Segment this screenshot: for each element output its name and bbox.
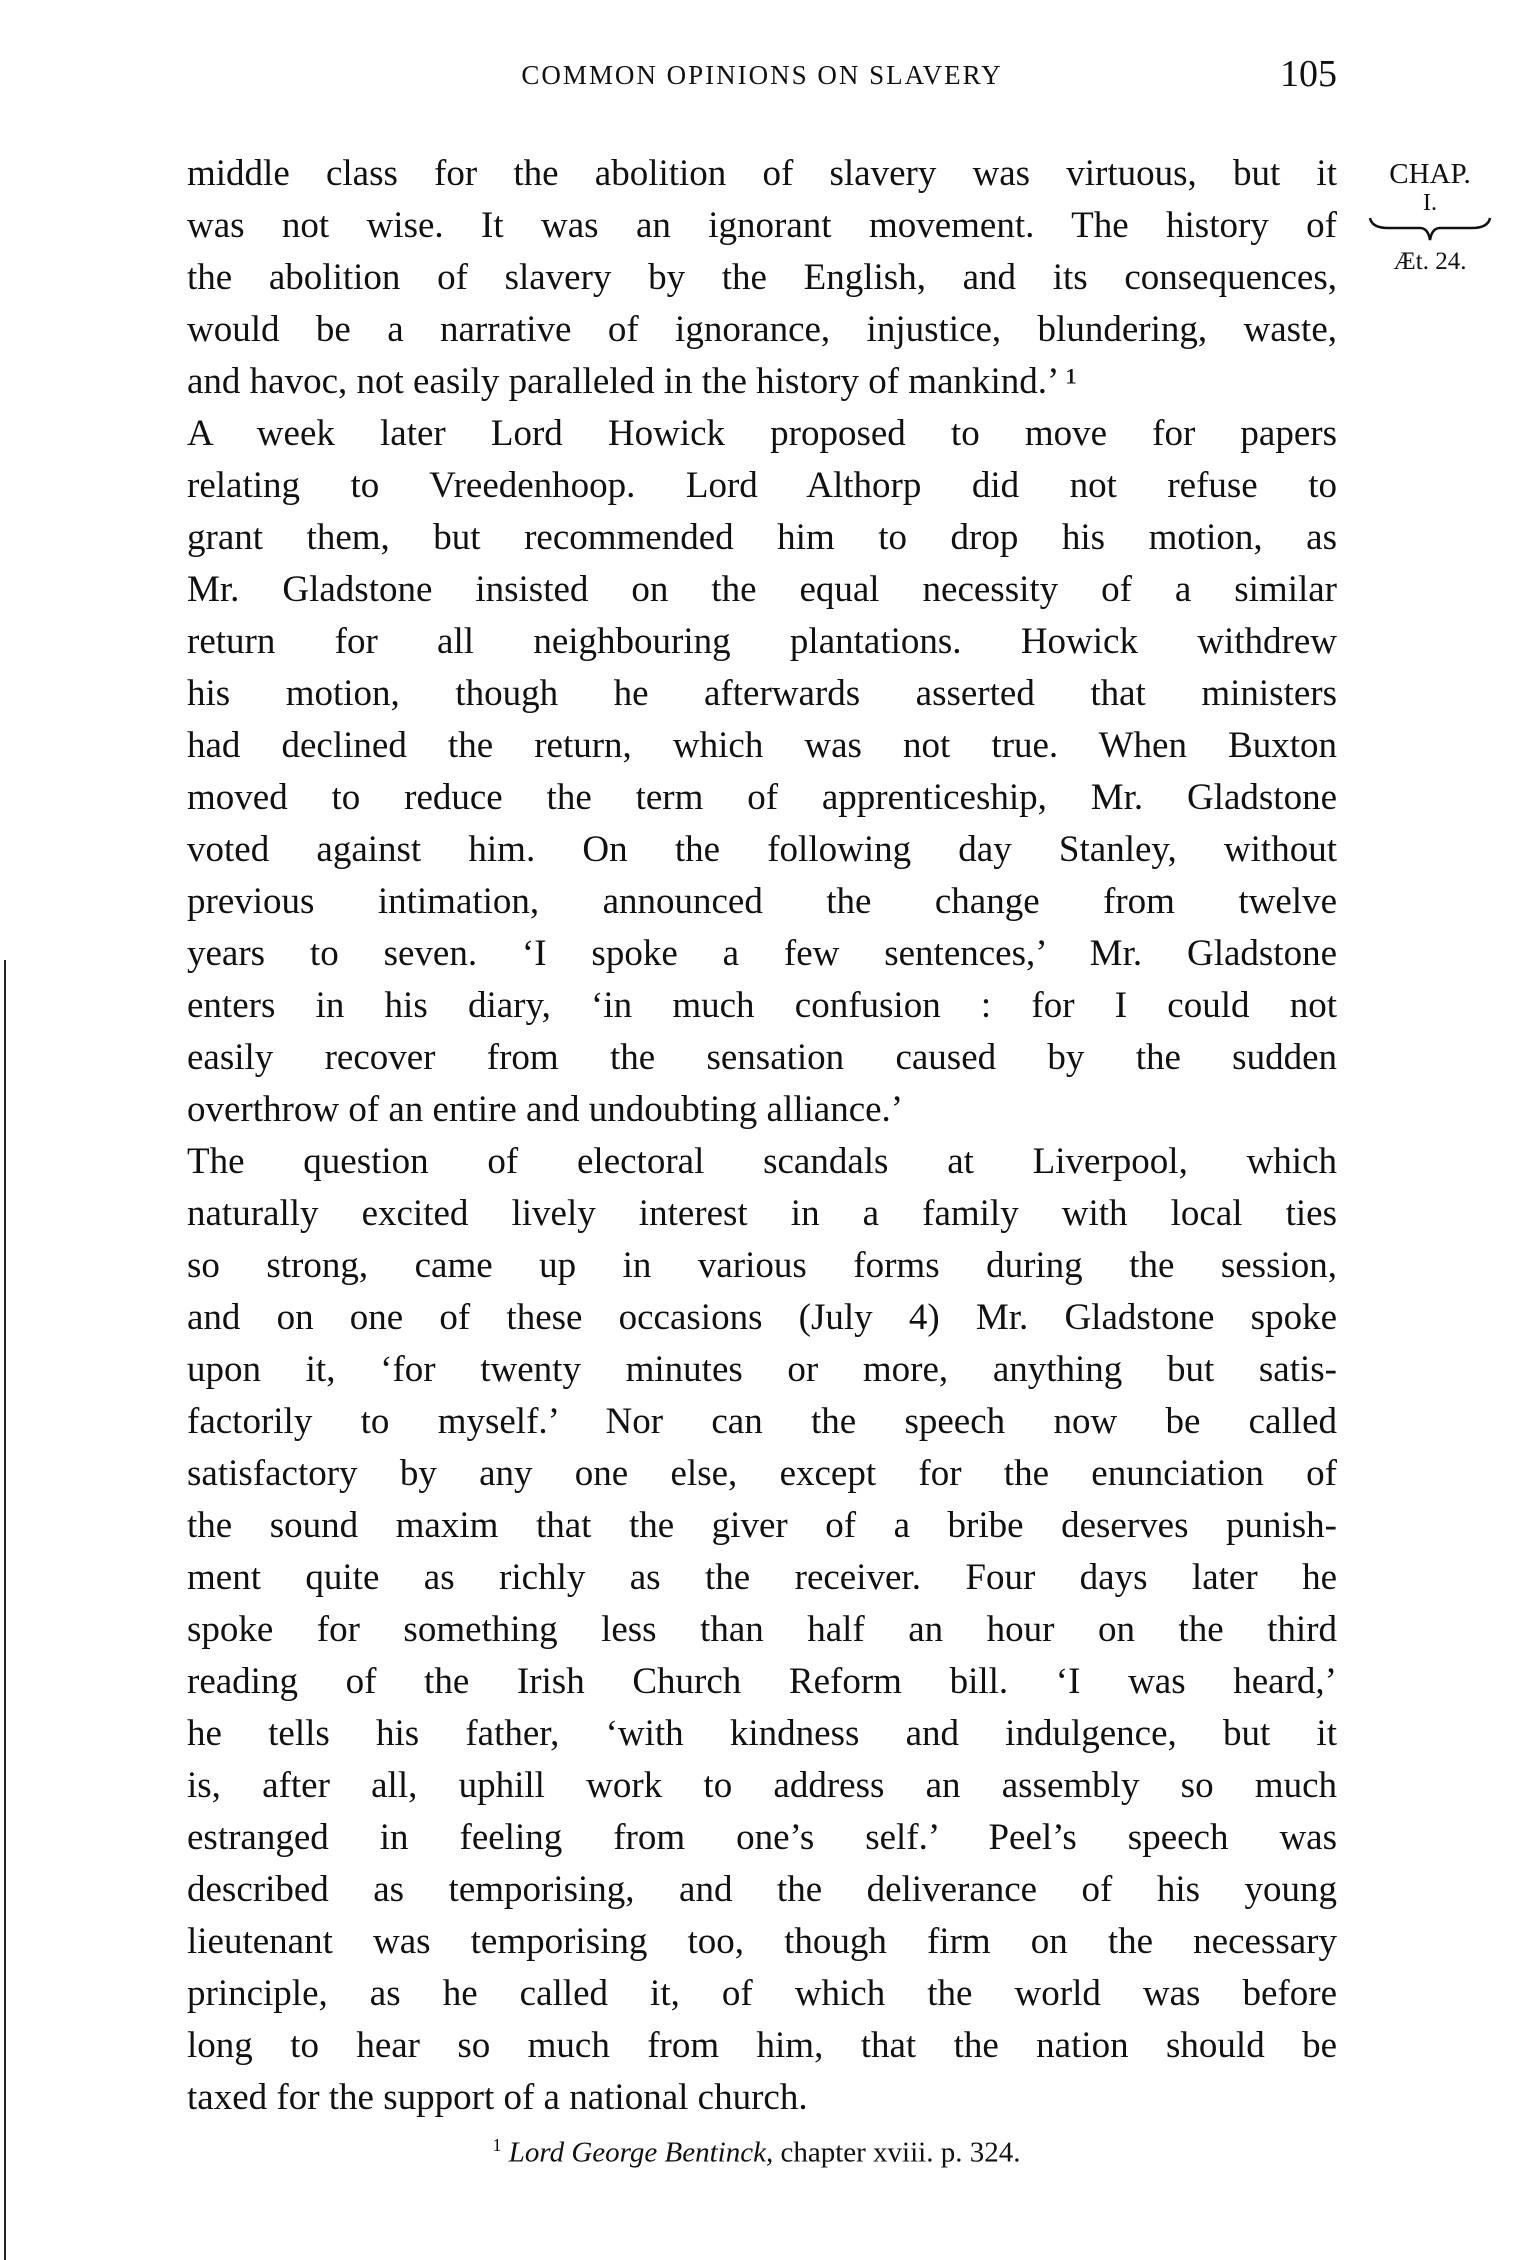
page-edge	[4, 960, 6, 2260]
footnote-marker: 1	[492, 2135, 502, 2155]
brace-icon	[1368, 214, 1492, 244]
text-line: lieutenant was temporising too, though firm on the necessary	[187, 1921, 1337, 1962]
text-line: he tells his father, ‘with kindness and indulgence, but it	[187, 1713, 1337, 1754]
text-line: was not wise. It was an ignorant movement. The history of	[187, 205, 1337, 246]
text-line: his motion, though he afterwards asserted that ministers	[187, 673, 1337, 714]
page-number: 105	[1280, 53, 1337, 95]
text-line: A week later Lord Howick proposed to move for papers	[187, 413, 1337, 454]
text-line: Mr. Gladstone insisted on the equal necessity of a similar	[187, 569, 1337, 610]
text-line: estranged in feeling from one’s self.’ Peel’s speech was	[187, 1817, 1337, 1858]
text-line: moved to reduce the term of apprenticeship, Mr. Gladstone	[187, 777, 1337, 818]
page-header	[187, 52, 1337, 102]
text-line: grant them, but recommended him to drop his motion, as	[187, 517, 1337, 558]
text-line: long to hear so much from him, that the nation should be	[187, 2025, 1337, 2066]
footnote-title: Lord George Bentinck,	[508, 2136, 774, 2169]
text-line: relating to Vreedenhoop. Lord Althorp did not refuse to	[187, 465, 1337, 506]
text-line: middle class for the abolition of slavery was virtuous, but it	[187, 153, 1337, 194]
text-line: voted against him. On the following day Stanley, without	[187, 829, 1337, 870]
text-line: principle, as he called it, of which the world was before	[187, 1973, 1337, 2014]
footnote-reference: chapter xviii. p. 324.	[773, 2136, 1021, 2169]
text-line: enters in his diary, ‘in much confusion : for I could not	[187, 985, 1337, 1026]
chapter-number: I.	[1423, 190, 1437, 216]
text-line: satisfactory by any one else, except for the enunciation of	[187, 1453, 1337, 1494]
margin-note	[1355, 148, 1505, 276]
chapter-label: CHAP.	[1389, 158, 1471, 190]
text-line: overthrow of an entire and undoubting alliance.’	[187, 1089, 904, 1130]
footnote	[0, 2135, 1513, 2170]
text-line: would be a narrative of ignorance, injustice, blundering, waste,	[187, 309, 1337, 350]
text-line: factorily to myself.’ Nor can the speech now be called	[187, 1401, 1337, 1442]
text-line: so strong, came up in various forms during the session,	[187, 1245, 1337, 1286]
age-note: Æt. 24.	[1393, 248, 1467, 275]
text-line: upon it, ‘for twenty minutes or more, anything but satis-	[187, 1349, 1337, 1390]
text-line: and on one of these occasions (July 4) Mr. Gladstone spoke	[187, 1297, 1337, 1338]
text-line: had declined the return, which was not true. When Buxton	[187, 725, 1337, 766]
running-title: COMMON OPINIONS ON SLAVERY	[521, 60, 1003, 90]
body-text	[187, 148, 1337, 2124]
text-line: naturally excited lively interest in a family with local ties	[187, 1193, 1337, 1234]
text-line: taxed for the support of a national church.	[187, 2077, 808, 2118]
text-line: and havoc, not easily paralleled in the history of mankind.’ ¹	[187, 361, 1077, 402]
text-line: previous intimation, announced the change from twelve	[187, 881, 1337, 922]
text-line: ment quite as richly as the receiver. Four days later he	[187, 1557, 1337, 1598]
text-line: the sound maxim that the giver of a bribe deserves punish-	[187, 1505, 1337, 1546]
text-line: return for all neighbouring plantations. Howick withdrew	[187, 621, 1337, 662]
text-line: easily recover from the sensation caused by the sudden	[187, 1037, 1337, 1078]
text-line: years to seven. ‘I spoke a few sentences,’ Mr. Gladstone	[187, 933, 1337, 974]
text-line: is, after all, uphill work to address an assembly so much	[187, 1765, 1337, 1806]
text-line: The question of electoral scandals at Liverpool, which	[187, 1141, 1337, 1182]
text-line: the abolition of slavery by the English, and its consequences,	[187, 257, 1337, 298]
text-line: spoke for something less than half an hour on the third	[187, 1609, 1337, 1650]
text-line: reading of the Irish Church Reform bill. ‘I was heard,’	[187, 1661, 1337, 1702]
text-line: described as temporising, and the deliverance of his young	[187, 1869, 1337, 1910]
